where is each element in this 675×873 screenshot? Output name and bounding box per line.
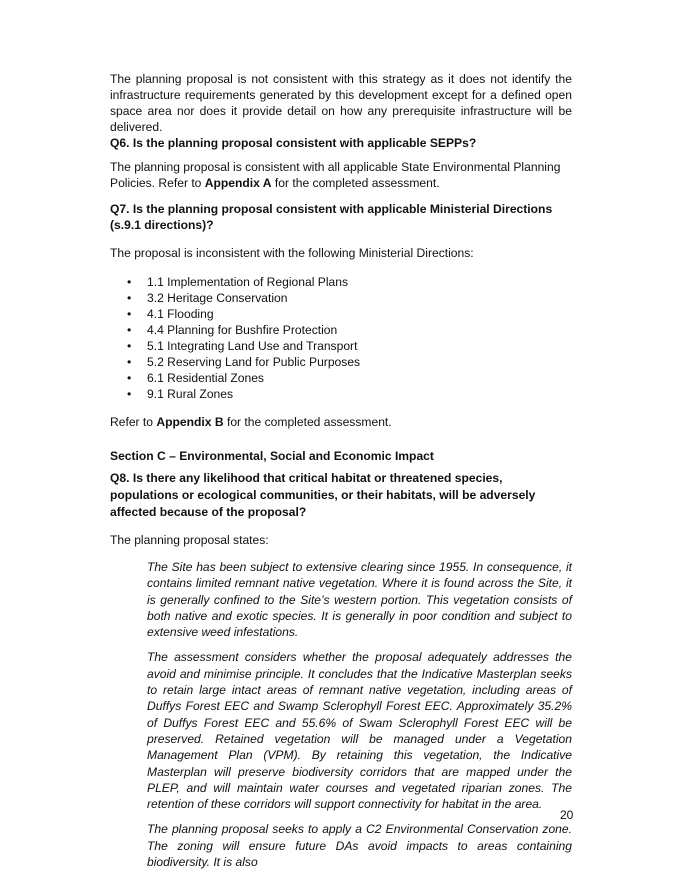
bullet-icon: • <box>127 307 132 321</box>
direction-label: 1.1 Implementation of Regional Plans <box>147 275 349 289</box>
bullet-icon: • <box>127 371 132 385</box>
strategy-paragraph: The planning proposal is not consistent with this strategy as it does not identify the infrastructure requirements generated by this development except for a defined open space area nor does it provide detail on how any prerequisite infrastructure will be delivered. <box>110 72 572 134</box>
appendix-b-sentence <box>110 414 572 430</box>
list-item <box>110 274 572 290</box>
q7-heading: Q7. Is the planning proposal consistent with applicable Ministerial Directions (s.9.1 directions)? <box>110 202 553 232</box>
quote-paragraph: The planning proposal seeks to apply a C2 Environmental Conservation zone. The zoning will ensure future DAs avoid impacts to areas containing biodiversity. It is also <box>147 822 572 870</box>
bullet-icon: • <box>127 323 132 337</box>
bullet-icon: • <box>127 355 132 369</box>
direction-label: 3.2 Heritage Conservation <box>147 291 288 305</box>
list-item <box>110 370 572 386</box>
bullet-icon: • <box>127 387 132 401</box>
list-item <box>110 322 572 338</box>
bullet-icon: • <box>127 339 132 353</box>
list-item <box>110 338 572 354</box>
appendix-a-reference: Appendix A <box>204 176 272 190</box>
direction-label: 4.1 Flooding <box>147 307 214 321</box>
direction-label: 9.1 Rural Zones <box>147 387 234 401</box>
section-c-heading: Section C – Environmental, Social and Economic Impact <box>110 449 434 463</box>
list-item <box>110 306 572 322</box>
direction-label: 6.1 Residential Zones <box>147 371 264 385</box>
appendix-b-reference: Appendix B <box>156 415 224 429</box>
q7-intro: The proposal is inconsistent with the following Ministerial Directions: <box>110 246 474 260</box>
page-number: 20 <box>560 808 574 822</box>
bullet-icon: • <box>127 291 132 305</box>
list-item <box>110 354 572 370</box>
ministerial-directions-list <box>110 274 572 402</box>
direction-label: 5.1 Integrating Land Use and Transport <box>147 339 358 353</box>
quote-paragraph: The Site has been subject to extensive clearing since 1955. In consequence, it contains limited remnant native vegetation. Where it is found across the Site, it is generally confined to the Site’s western portion. This vegetation consists of both native and exotic species. It is generally in poor condition and subject to extensive weed infestations. <box>147 560 572 640</box>
direction-label: 4.4 Planning for Bushfire Protection <box>147 323 338 337</box>
q6-answer-tail: for the completed assessment. <box>271 176 440 190</box>
q6-answer-text: The planning proposal is consistent with all applicable State Environmental Planning Policies. Refer to <box>110 160 561 190</box>
q6-answer <box>110 159 572 191</box>
direction-label: 5.2 Reserving Land for Public Purposes <box>147 355 361 369</box>
q8-intro: The planning proposal states: <box>110 533 269 547</box>
list-item <box>110 386 572 402</box>
quote-paragraph: The assessment considers whether the proposal adequately addresses the avoid and minimise principle. It concludes that the Indicative Masterplan seeks to retain large intact areas of remnant native vegetation, including areas of Duffys Forest EEC and Swamp Sclerophyll Forest EEC. Approximately 35.2% of Duffys Forest EEC and 55.6% of Swam Sclerophyll Forest EEC will be preserved. Retained vegetation will be managed under a Vegetation Management Plan (VPM). By retaining this vegetation, the Indicative Masterplan will preserve biodiversity corridors that are mapped under the PLEP, and will maintain water courses and vegetated riparian zones. The retention of these corridors will support connectivity for habitat in the area. <box>147 650 572 812</box>
refer-text: Refer to <box>110 415 157 429</box>
q6-heading: Q6. Is the planning proposal consistent with applicable SEPPs? <box>110 136 477 150</box>
q8-heading: Q8. Is there any likelihood that critical habitat or threatened species, populations or ecological communities, or their habitats, will be adversely affected because of the proposal? <box>110 471 536 519</box>
bullet-icon: • <box>127 275 132 289</box>
list-item <box>110 290 572 306</box>
document-page <box>110 71 572 870</box>
refer-tail: for the completed assessment. <box>223 415 392 429</box>
